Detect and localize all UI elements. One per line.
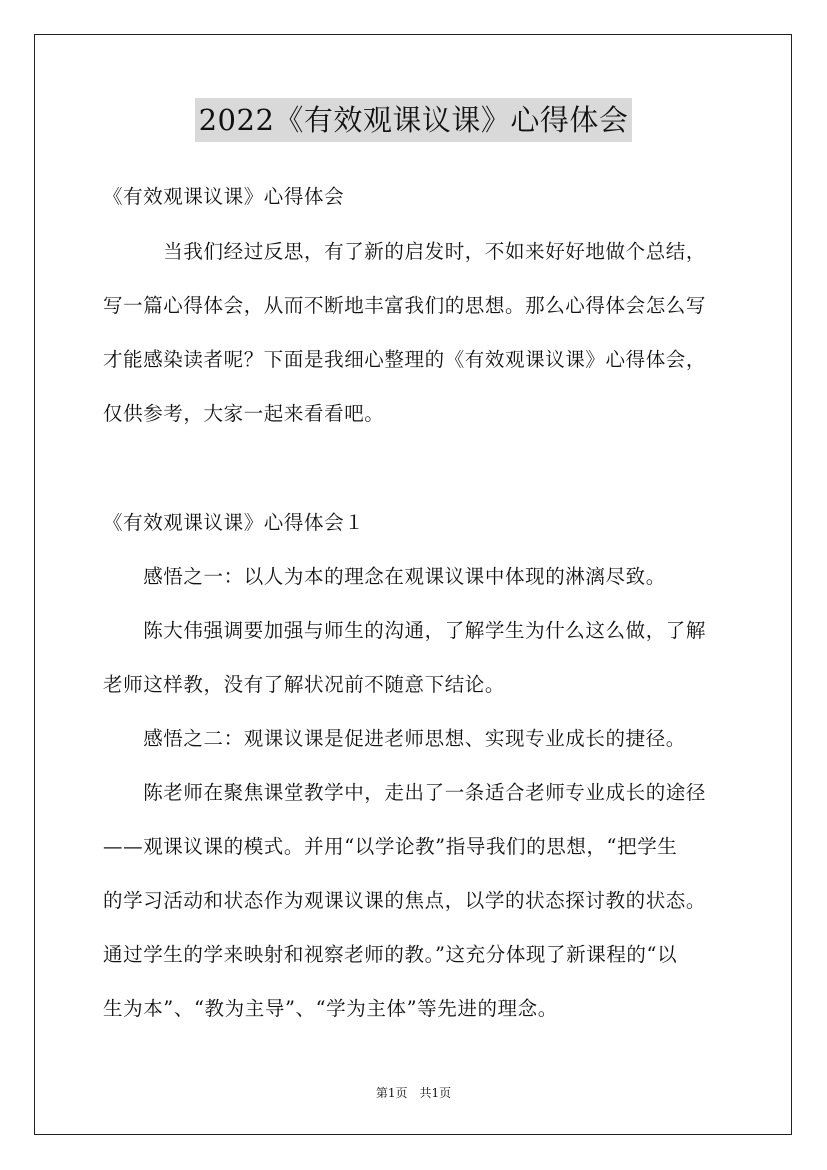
document-title: 2022《有效观课议课》心得体会 (195, 98, 633, 142)
intro-line-1: 当我们经过反思，有了新的启发时，不如来好好地做个总结， (103, 240, 707, 263)
body-line-3: 老师这样教，没有了解状况前不随意下结论。 (103, 673, 506, 696)
body-line-2: 陈大伟强调要加强与师生的沟通，了解学生为什么这么做，了解 (103, 619, 707, 642)
body-line-8: 通过学生的学来映射和视察老师的教。”这充分体现了新课程的“以 (103, 943, 678, 966)
intro-line-4: 仅供参考，大家一起来看看吧。 (103, 402, 385, 425)
body-line-6: ——观课议课的模式。并用“以学论教”指导我们的思想，“把学生 (103, 835, 678, 858)
body-line-5: 陈老师在聚焦课堂教学中，走出了一条适合老师专业成长的途径 (103, 781, 707, 804)
body-line-9: 生为本”、“教为主导”、“学为主体”等先进的理念。 (103, 997, 558, 1020)
body-line-1: 感悟之一：以人为本的理念在观课议课中体现的淋漓尽致。 (103, 565, 666, 588)
body-line-4: 感悟之二：观课议课是促进老师思想、实现专业成长的捷径。 (103, 727, 686, 750)
section-heading: 《有效观课议课》心得体会１ (103, 511, 365, 534)
subheading: 《有效观课议课》心得体会 (103, 185, 345, 208)
intro-line-2: 写一篇心得体会，从而不断地丰富我们的思想。那么心得体会怎么写 (103, 294, 707, 317)
title-container (0, 98, 827, 142)
page-number-footer: 第1页 共1页 (375, 1086, 452, 1100)
intro-line-3: 才能感染读者呢？下面是我细心整理的《有效观课议课》心得体会， (103, 348, 707, 371)
body-line-7: 的学习活动和状态作为观课议课的焦点，以学的状态探讨教的状态。 (103, 889, 707, 912)
